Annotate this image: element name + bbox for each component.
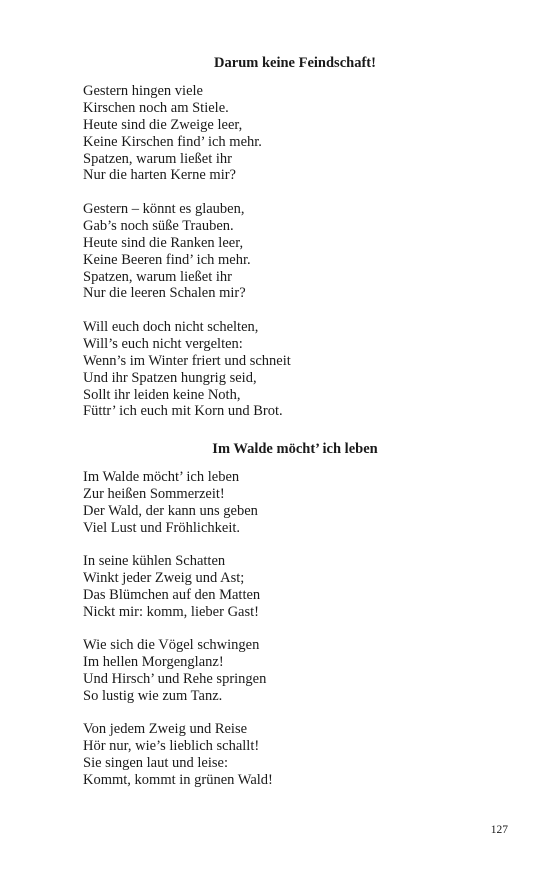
verse-line: Und Hirsch’ und Rehe springen (83, 670, 267, 687)
poem-stanza (83, 201, 251, 302)
verse-line: Winkt jeder Zweig und Ast; (83, 569, 245, 586)
verse-line: Viel Lust und Fröhlichkeit. (83, 519, 241, 536)
verse-line: Der Wald, der kann uns geben (83, 502, 258, 519)
verse-line: Keine Beeren find’ ich mehr. (83, 251, 251, 268)
verse-line: Spatzen, warum ließet ihr (83, 150, 232, 167)
poem-stanza (83, 637, 266, 705)
verse-line: Nur die harten Kerne mir? (83, 167, 236, 184)
poem-stanza (83, 553, 260, 621)
verse-line: Von jedem Zweig und Reise (83, 721, 248, 737)
verse-line: Will’s euch nicht vergelten: (83, 335, 243, 352)
verse-line: Sollt ihr leiden keine Noth, (83, 386, 241, 403)
verse-line: So lustig wie zum Tanz. (83, 687, 223, 704)
poem-title: Im Walde möcht’ ich leben (212, 441, 378, 457)
verse-line: Im hellen Morgenglanz! (83, 653, 224, 670)
verse-line: Heute sind die Zweige leer, (83, 116, 243, 133)
verse-line: Heute sind die Ranken leer, (83, 234, 244, 251)
verse-line: Will euch doch nicht schelten, (83, 319, 259, 335)
verse-line: Gab’s noch süße Trauben. (83, 217, 234, 234)
verse-line: Das Blümchen auf den Matten (83, 586, 261, 603)
verse-line: Hör nur, wie’s lieblich schallt! (83, 737, 260, 754)
verse-line: Nickt mir: komm, lieber Gast! (83, 603, 259, 620)
verse-line: Kommt, kommt in grünen Wald! (83, 771, 273, 788)
verse-line: Wenn’s im Winter friert und schneit (83, 352, 291, 369)
verse-line: Gestern – könnt es glauben, (83, 201, 245, 217)
verse-line: Gestern hingen viele (83, 83, 203, 99)
poem-stanza (83, 83, 262, 184)
verse-line: Sie singen laut und leise: (83, 754, 228, 771)
poem-stanza (83, 721, 273, 789)
verse-line: Spatzen, warum ließet ihr (83, 268, 232, 285)
poem-title: Darum keine Feindschaft! (214, 55, 376, 71)
verse-line: Wie sich die Vögel schwingen (83, 637, 260, 653)
poem-stanza (83, 469, 258, 537)
verse-line: Füttr’ ich euch mit Korn und Brot. (83, 403, 283, 420)
verse-line: Im Walde möcht’ ich leben (83, 469, 240, 485)
verse-line: In seine kühlen Schatten (83, 553, 226, 569)
verse-line: Nur die leeren Schalen mir? (83, 285, 246, 302)
poem-stanza (83, 319, 291, 420)
verse-line: Zur heißen Sommerzeit! (83, 485, 225, 502)
verse-line: Kirschen noch am Stiele. (83, 99, 229, 116)
page-number: 127 (490, 824, 508, 836)
verse-line: Keine Kirschen find’ ich mehr. (83, 133, 262, 150)
verse-line: Und ihr Spatzen hungrig seid, (83, 369, 257, 386)
